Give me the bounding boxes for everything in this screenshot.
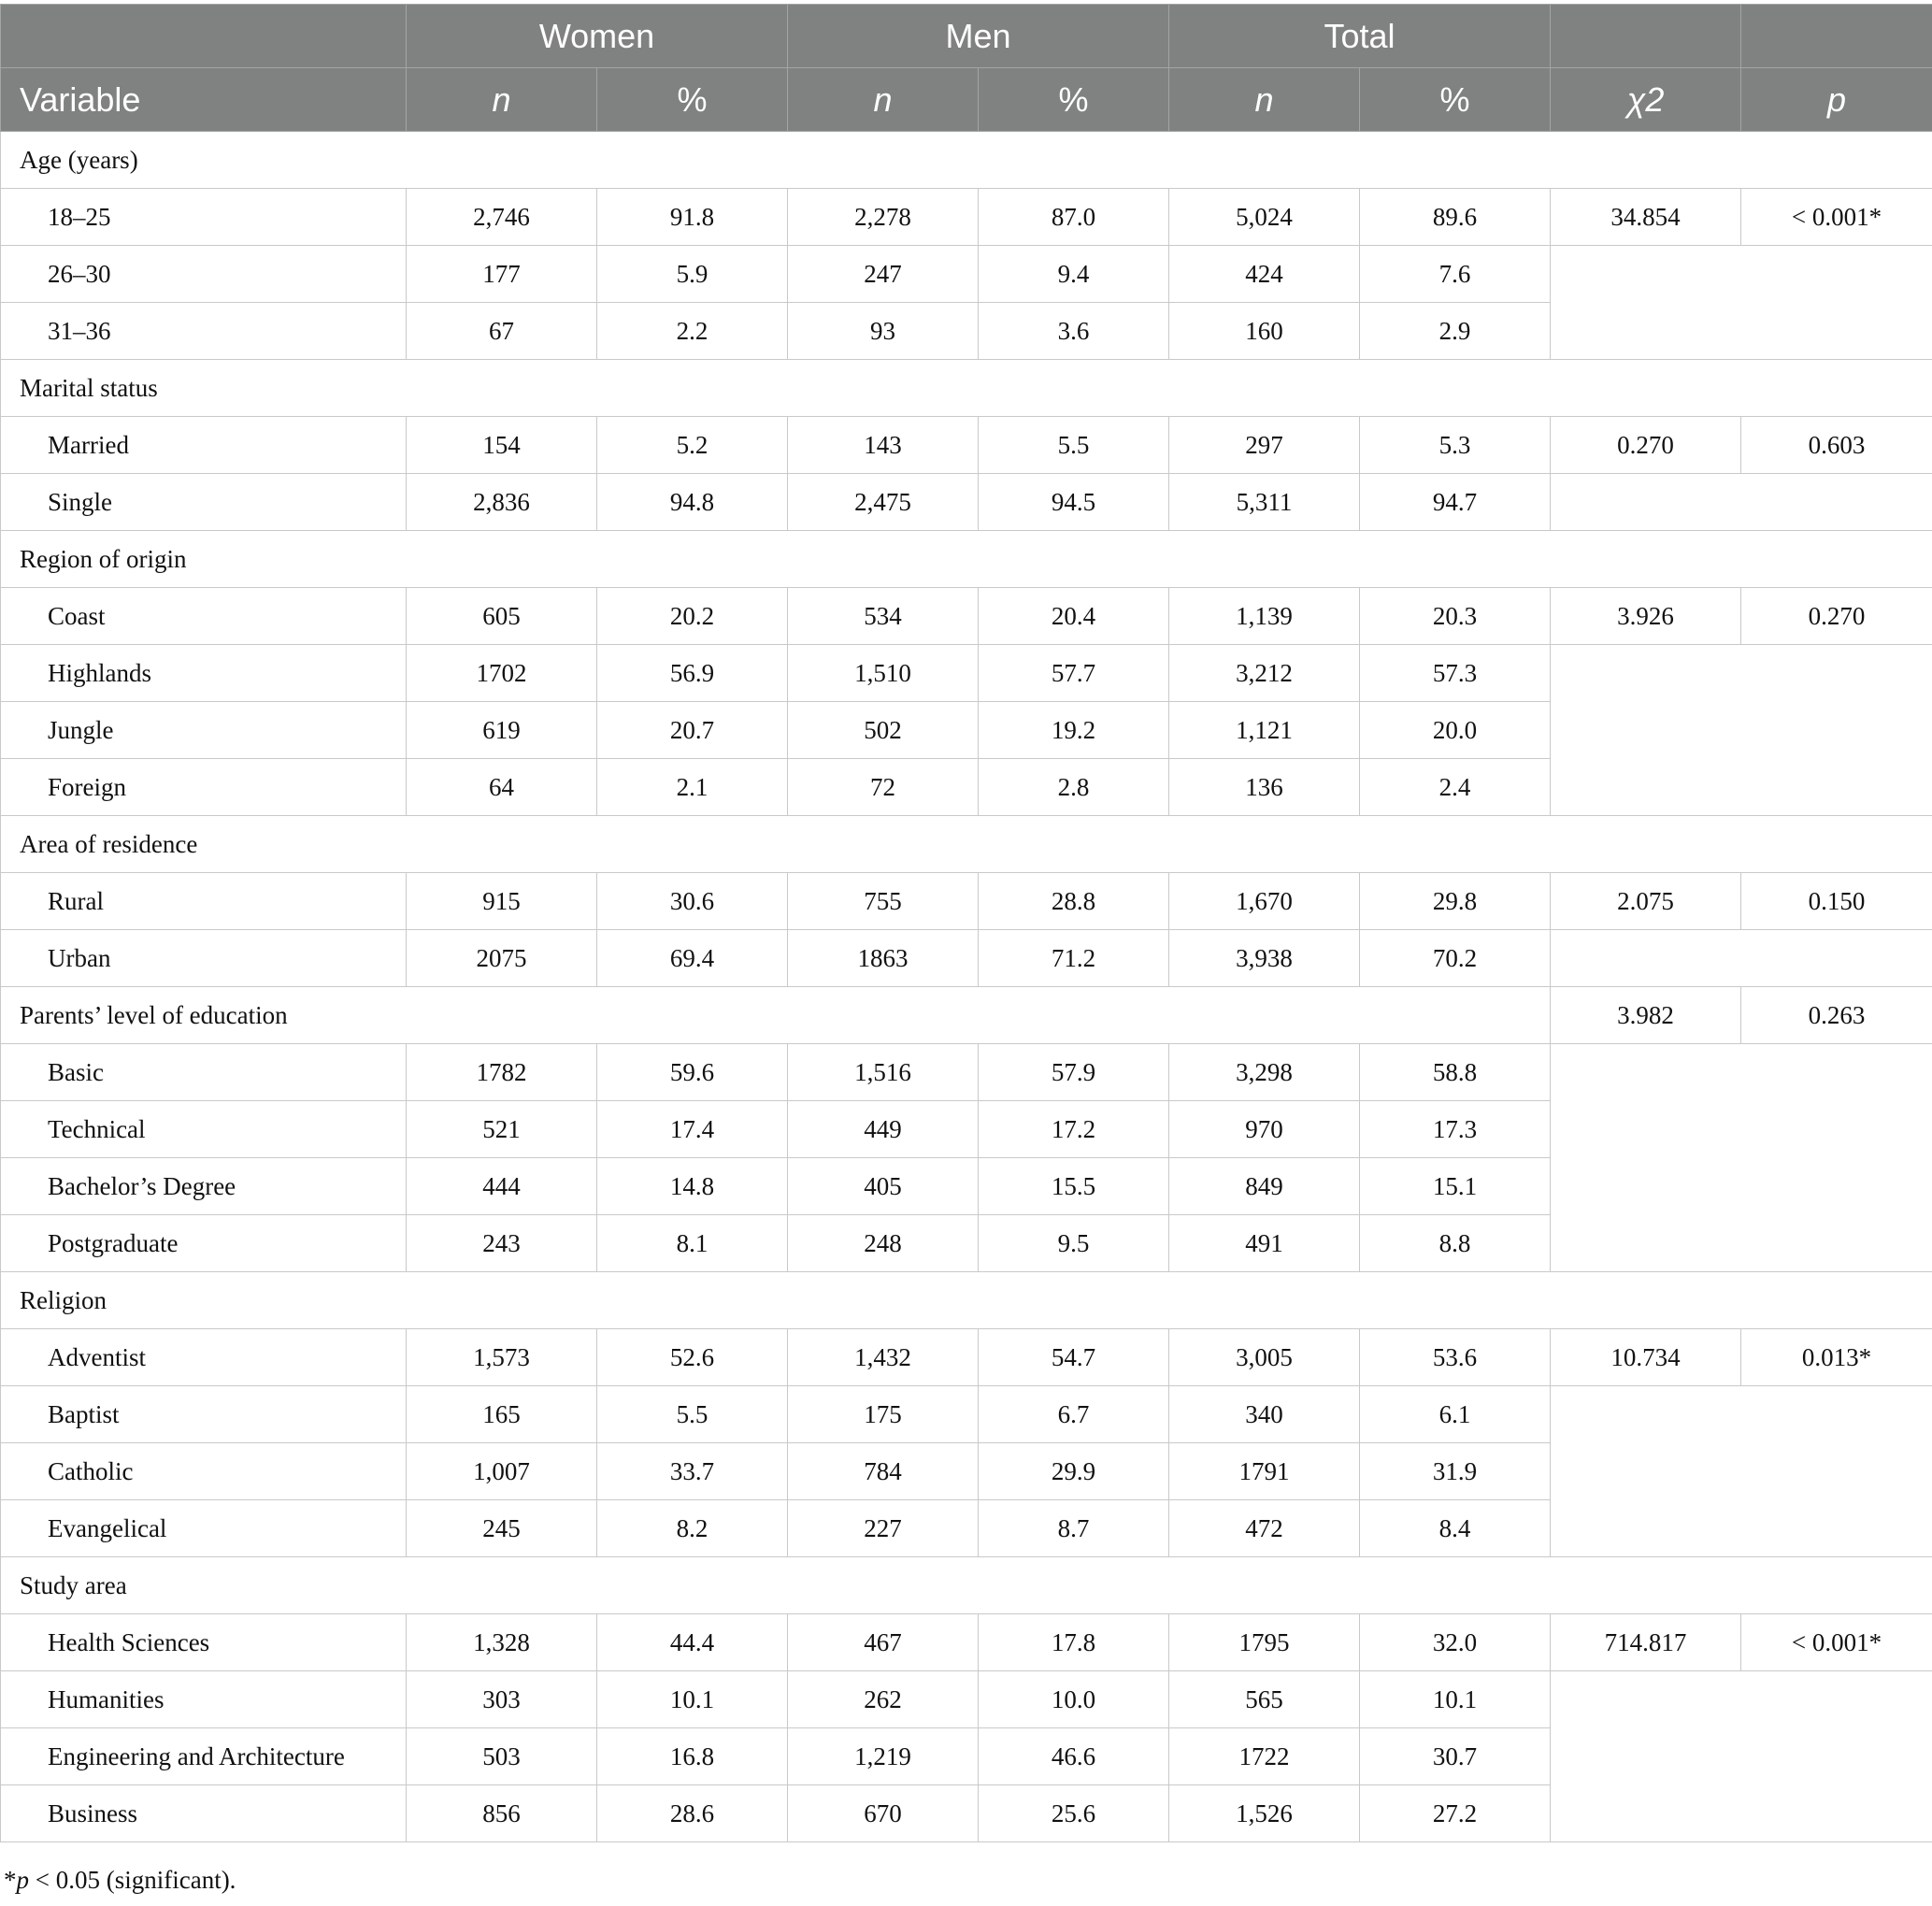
header-blank-variable	[1, 5, 407, 68]
men-n-cell: 467	[788, 1614, 979, 1671]
footnote-symbol: *	[4, 1866, 17, 1894]
men-pct-cell: 8.7	[979, 1500, 1169, 1557]
women-n-cell: 444	[407, 1158, 597, 1215]
women-n-cell: 165	[407, 1386, 597, 1443]
table-row	[1, 588, 1932, 645]
section-label: Parents’ level of education	[1, 987, 1551, 1044]
header-total-pct: %	[1360, 68, 1551, 132]
women-pct-cell: 17.4	[597, 1101, 788, 1158]
row-label: Single	[1, 474, 407, 531]
table-row	[1, 873, 1932, 930]
table-row	[1, 189, 1932, 246]
women-pct-cell: 14.8	[597, 1158, 788, 1215]
header-men-n: n	[788, 68, 979, 132]
women-n-cell: 1,328	[407, 1614, 597, 1671]
table-row	[1, 1044, 1932, 1101]
row-label: 18–25	[1, 189, 407, 246]
row-label: Baptist	[1, 1386, 407, 1443]
section-header-row	[1, 360, 1932, 417]
women-n-cell: 521	[407, 1101, 597, 1158]
men-pct-cell: 15.5	[979, 1158, 1169, 1215]
women-pct-cell: 5.9	[597, 246, 788, 303]
women-pct-cell: 91.8	[597, 189, 788, 246]
men-pct-cell: 10.0	[979, 1671, 1169, 1728]
men-n-cell: 227	[788, 1500, 979, 1557]
total-pct-cell: 2.9	[1360, 303, 1551, 360]
stats-empty-cell	[1551, 246, 1932, 360]
total-n-cell: 1722	[1169, 1728, 1360, 1785]
total-n-cell: 472	[1169, 1500, 1360, 1557]
total-pct-cell: 58.8	[1360, 1044, 1551, 1101]
total-n-cell: 849	[1169, 1158, 1360, 1215]
section-label: Marital status	[1, 360, 1932, 417]
chi2-value: 0.270	[1551, 417, 1741, 474]
men-n-cell: 1,219	[788, 1728, 979, 1785]
total-n-cell: 297	[1169, 417, 1360, 474]
men-pct-cell: 28.8	[979, 873, 1169, 930]
men-pct-cell: 17.8	[979, 1614, 1169, 1671]
p-value: < 0.001*	[1741, 1614, 1932, 1671]
section-header-row	[1, 1557, 1932, 1614]
men-pct-cell: 3.6	[979, 303, 1169, 360]
section-label: Area of residence	[1, 816, 1932, 873]
row-label: Evangelical	[1, 1500, 407, 1557]
total-n-cell: 5,311	[1169, 474, 1360, 531]
row-label: Married	[1, 417, 407, 474]
table-row	[1, 930, 1932, 987]
women-pct-cell: 8.1	[597, 1215, 788, 1272]
women-n-cell: 619	[407, 702, 597, 759]
women-n-cell: 243	[407, 1215, 597, 1272]
header-p: p	[1741, 68, 1932, 132]
women-n-cell: 605	[407, 588, 597, 645]
women-n-cell: 2,746	[407, 189, 597, 246]
total-n-cell: 1,670	[1169, 873, 1360, 930]
stats-empty-cell	[1551, 645, 1932, 816]
women-n-cell: 2075	[407, 930, 597, 987]
row-label: Humanities	[1, 1671, 407, 1728]
men-n-cell: 1,510	[788, 645, 979, 702]
p-value: 0.013*	[1741, 1329, 1932, 1386]
header-variable: Variable	[1, 68, 407, 132]
total-n-cell: 1,139	[1169, 588, 1360, 645]
p-value: 0.270	[1741, 588, 1932, 645]
men-n-cell: 534	[788, 588, 979, 645]
women-pct-cell: 94.8	[597, 474, 788, 531]
row-label: Technical	[1, 1101, 407, 1158]
men-n-cell: 1863	[788, 930, 979, 987]
men-pct-cell: 6.7	[979, 1386, 1169, 1443]
total-pct-cell: 53.6	[1360, 1329, 1551, 1386]
women-n-cell: 1782	[407, 1044, 597, 1101]
header-total-n: n	[1169, 68, 1360, 132]
total-n-cell: 3,938	[1169, 930, 1360, 987]
table-row	[1, 1329, 1932, 1386]
row-label: Highlands	[1, 645, 407, 702]
total-pct-cell: 32.0	[1360, 1614, 1551, 1671]
women-n-cell: 856	[407, 1785, 597, 1842]
footnote-text: < 0.05 (significant).	[29, 1866, 236, 1894]
total-pct-cell: 8.8	[1360, 1215, 1551, 1272]
section-header-row	[1, 531, 1932, 588]
row-label: Health Sciences	[1, 1614, 407, 1671]
header-men-pct: %	[979, 68, 1169, 132]
total-pct-cell: 20.0	[1360, 702, 1551, 759]
chi2-value: 3.926	[1551, 588, 1741, 645]
section-label: Religion	[1, 1272, 1932, 1329]
women-pct-cell: 8.2	[597, 1500, 788, 1557]
section-label: Age (years)	[1, 132, 1932, 189]
women-pct-cell: 56.9	[597, 645, 788, 702]
women-pct-cell: 33.7	[597, 1443, 788, 1500]
men-n-cell: 143	[788, 417, 979, 474]
row-label: 26–30	[1, 246, 407, 303]
section-label: Region of origin	[1, 531, 1932, 588]
stats-empty-cell	[1551, 1044, 1932, 1272]
men-n-cell: 449	[788, 1101, 979, 1158]
row-label: 31–36	[1, 303, 407, 360]
total-n-cell: 565	[1169, 1671, 1360, 1728]
women-n-cell: 915	[407, 873, 597, 930]
table-body	[1, 132, 1932, 1842]
men-pct-cell: 19.2	[979, 702, 1169, 759]
total-pct-cell: 15.1	[1360, 1158, 1551, 1215]
men-pct-cell: 9.4	[979, 246, 1169, 303]
chi2-value: 10.734	[1551, 1329, 1741, 1386]
men-n-cell: 262	[788, 1671, 979, 1728]
total-pct-cell: 89.6	[1360, 189, 1551, 246]
men-pct-cell: 94.5	[979, 474, 1169, 531]
header-sub-row	[1, 68, 1932, 132]
total-pct-cell: 94.7	[1360, 474, 1551, 531]
total-n-cell: 970	[1169, 1101, 1360, 1158]
women-n-cell: 1702	[407, 645, 597, 702]
women-pct-cell: 5.5	[597, 1386, 788, 1443]
total-pct-cell: 30.7	[1360, 1728, 1551, 1785]
women-pct-cell: 44.4	[597, 1614, 788, 1671]
table-row	[1, 1614, 1932, 1671]
men-n-cell: 670	[788, 1785, 979, 1842]
total-n-cell: 160	[1169, 303, 1360, 360]
women-n-cell: 177	[407, 246, 597, 303]
total-n-cell: 1791	[1169, 1443, 1360, 1500]
men-n-cell: 2,475	[788, 474, 979, 531]
row-label: Postgraduate	[1, 1215, 407, 1272]
header-women-pct: %	[597, 68, 788, 132]
men-pct-cell: 5.5	[979, 417, 1169, 474]
men-n-cell: 502	[788, 702, 979, 759]
total-pct-cell: 2.4	[1360, 759, 1551, 816]
header-women-n: n	[407, 68, 597, 132]
stats-empty-cell	[1551, 474, 1932, 531]
women-n-cell: 64	[407, 759, 597, 816]
row-label: Business	[1, 1785, 407, 1842]
chi2-value: 34.854	[1551, 189, 1741, 246]
women-pct-cell: 10.1	[597, 1671, 788, 1728]
men-n-cell: 1,432	[788, 1329, 979, 1386]
table-row	[1, 1671, 1932, 1728]
men-pct-cell: 87.0	[979, 189, 1169, 246]
stats-empty-cell	[1551, 1386, 1932, 1557]
demographics-table	[0, 4, 1932, 1842]
women-pct-cell: 52.6	[597, 1329, 788, 1386]
women-pct-cell: 2.1	[597, 759, 788, 816]
stats-empty-cell	[1551, 930, 1932, 987]
total-pct-cell: 29.8	[1360, 873, 1551, 930]
women-n-cell: 154	[407, 417, 597, 474]
total-pct-cell: 27.2	[1360, 1785, 1551, 1842]
header-blank-p	[1741, 5, 1932, 68]
men-pct-cell: 20.4	[979, 588, 1169, 645]
total-n-cell: 3,298	[1169, 1044, 1360, 1101]
men-n-cell: 93	[788, 303, 979, 360]
men-pct-cell: 17.2	[979, 1101, 1169, 1158]
total-n-cell: 136	[1169, 759, 1360, 816]
women-n-cell: 2,836	[407, 474, 597, 531]
section-header-row	[1, 132, 1932, 189]
women-n-cell: 245	[407, 1500, 597, 1557]
women-n-cell: 67	[407, 303, 597, 360]
total-pct-cell: 20.3	[1360, 588, 1551, 645]
women-pct-cell: 69.4	[597, 930, 788, 987]
men-pct-cell: 71.2	[979, 930, 1169, 987]
row-label: Jungle	[1, 702, 407, 759]
total-pct-cell: 31.9	[1360, 1443, 1551, 1500]
women-pct-cell: 5.2	[597, 417, 788, 474]
total-pct-cell: 8.4	[1360, 1500, 1551, 1557]
total-n-cell: 1,121	[1169, 702, 1360, 759]
total-n-cell: 1,526	[1169, 1785, 1360, 1842]
men-n-cell: 784	[788, 1443, 979, 1500]
women-pct-cell: 2.2	[597, 303, 788, 360]
men-pct-cell: 54.7	[979, 1329, 1169, 1386]
chi2-value: 2.075	[1551, 873, 1741, 930]
men-n-cell: 755	[788, 873, 979, 930]
p-value: 0.603	[1741, 417, 1932, 474]
men-n-cell: 2,278	[788, 189, 979, 246]
p-value: < 0.001*	[1741, 189, 1932, 246]
total-n-cell: 3,212	[1169, 645, 1360, 702]
row-label: Coast	[1, 588, 407, 645]
men-pct-cell: 25.6	[979, 1785, 1169, 1842]
total-pct-cell: 70.2	[1360, 930, 1551, 987]
men-n-cell: 247	[788, 246, 979, 303]
total-pct-cell: 10.1	[1360, 1671, 1551, 1728]
women-pct-cell: 20.2	[597, 588, 788, 645]
chi2-value: 714.817	[1551, 1614, 1741, 1671]
header-blank-chi2	[1551, 5, 1741, 68]
section-header-row	[1, 816, 1932, 873]
header-men: Men	[788, 5, 1169, 68]
p-value: 0.150	[1741, 873, 1932, 930]
total-pct-cell: 57.3	[1360, 645, 1551, 702]
header-total: Total	[1169, 5, 1551, 68]
row-label: Engineering and Architecture	[1, 1728, 407, 1785]
section-label: Study area	[1, 1557, 1932, 1614]
total-pct-cell: 17.3	[1360, 1101, 1551, 1158]
men-pct-cell: 29.9	[979, 1443, 1169, 1500]
row-label: Foreign	[1, 759, 407, 816]
total-n-cell: 491	[1169, 1215, 1360, 1272]
women-n-cell: 303	[407, 1671, 597, 1728]
total-pct-cell: 6.1	[1360, 1386, 1551, 1443]
section-header-row	[1, 1272, 1932, 1329]
women-pct-cell: 16.8	[597, 1728, 788, 1785]
women-pct-cell: 28.6	[597, 1785, 788, 1842]
men-n-cell: 1,516	[788, 1044, 979, 1101]
men-pct-cell: 46.6	[979, 1728, 1169, 1785]
footnote-variable: p	[16, 1866, 29, 1894]
row-label: Bachelor’s Degree	[1, 1158, 407, 1215]
header-group-row	[1, 5, 1932, 68]
women-n-cell: 503	[407, 1728, 597, 1785]
header-chi2: χ2	[1551, 68, 1741, 132]
men-n-cell: 175	[788, 1386, 979, 1443]
men-pct-cell: 2.8	[979, 759, 1169, 816]
table-row	[1, 474, 1932, 531]
men-n-cell: 405	[788, 1158, 979, 1215]
table-row	[1, 417, 1932, 474]
total-n-cell: 5,024	[1169, 189, 1360, 246]
men-pct-cell: 9.5	[979, 1215, 1169, 1272]
total-n-cell: 340	[1169, 1386, 1360, 1443]
table-row	[1, 1386, 1932, 1443]
row-label: Adventist	[1, 1329, 407, 1386]
women-n-cell: 1,573	[407, 1329, 597, 1386]
table-row	[1, 645, 1932, 702]
header-women: Women	[407, 5, 788, 68]
total-n-cell: 3,005	[1169, 1329, 1360, 1386]
women-pct-cell: 59.6	[597, 1044, 788, 1101]
total-pct-cell: 7.6	[1360, 246, 1551, 303]
men-n-cell: 248	[788, 1215, 979, 1272]
stats-empty-cell	[1551, 1671, 1932, 1842]
total-n-cell: 1795	[1169, 1614, 1360, 1671]
table-row	[1, 246, 1932, 303]
p-value: 0.263	[1741, 987, 1932, 1044]
women-n-cell: 1,007	[407, 1443, 597, 1500]
row-label: Rural	[1, 873, 407, 930]
total-pct-cell: 5.3	[1360, 417, 1551, 474]
section-header-row	[1, 987, 1932, 1044]
women-pct-cell: 30.6	[597, 873, 788, 930]
chi2-value: 3.982	[1551, 987, 1741, 1044]
row-label: Urban	[1, 930, 407, 987]
footnote	[4, 1866, 236, 1895]
women-pct-cell: 20.7	[597, 702, 788, 759]
men-pct-cell: 57.9	[979, 1044, 1169, 1101]
total-n-cell: 424	[1169, 246, 1360, 303]
men-pct-cell: 57.7	[979, 645, 1169, 702]
men-n-cell: 72	[788, 759, 979, 816]
row-label: Basic	[1, 1044, 407, 1101]
row-label: Catholic	[1, 1443, 407, 1500]
